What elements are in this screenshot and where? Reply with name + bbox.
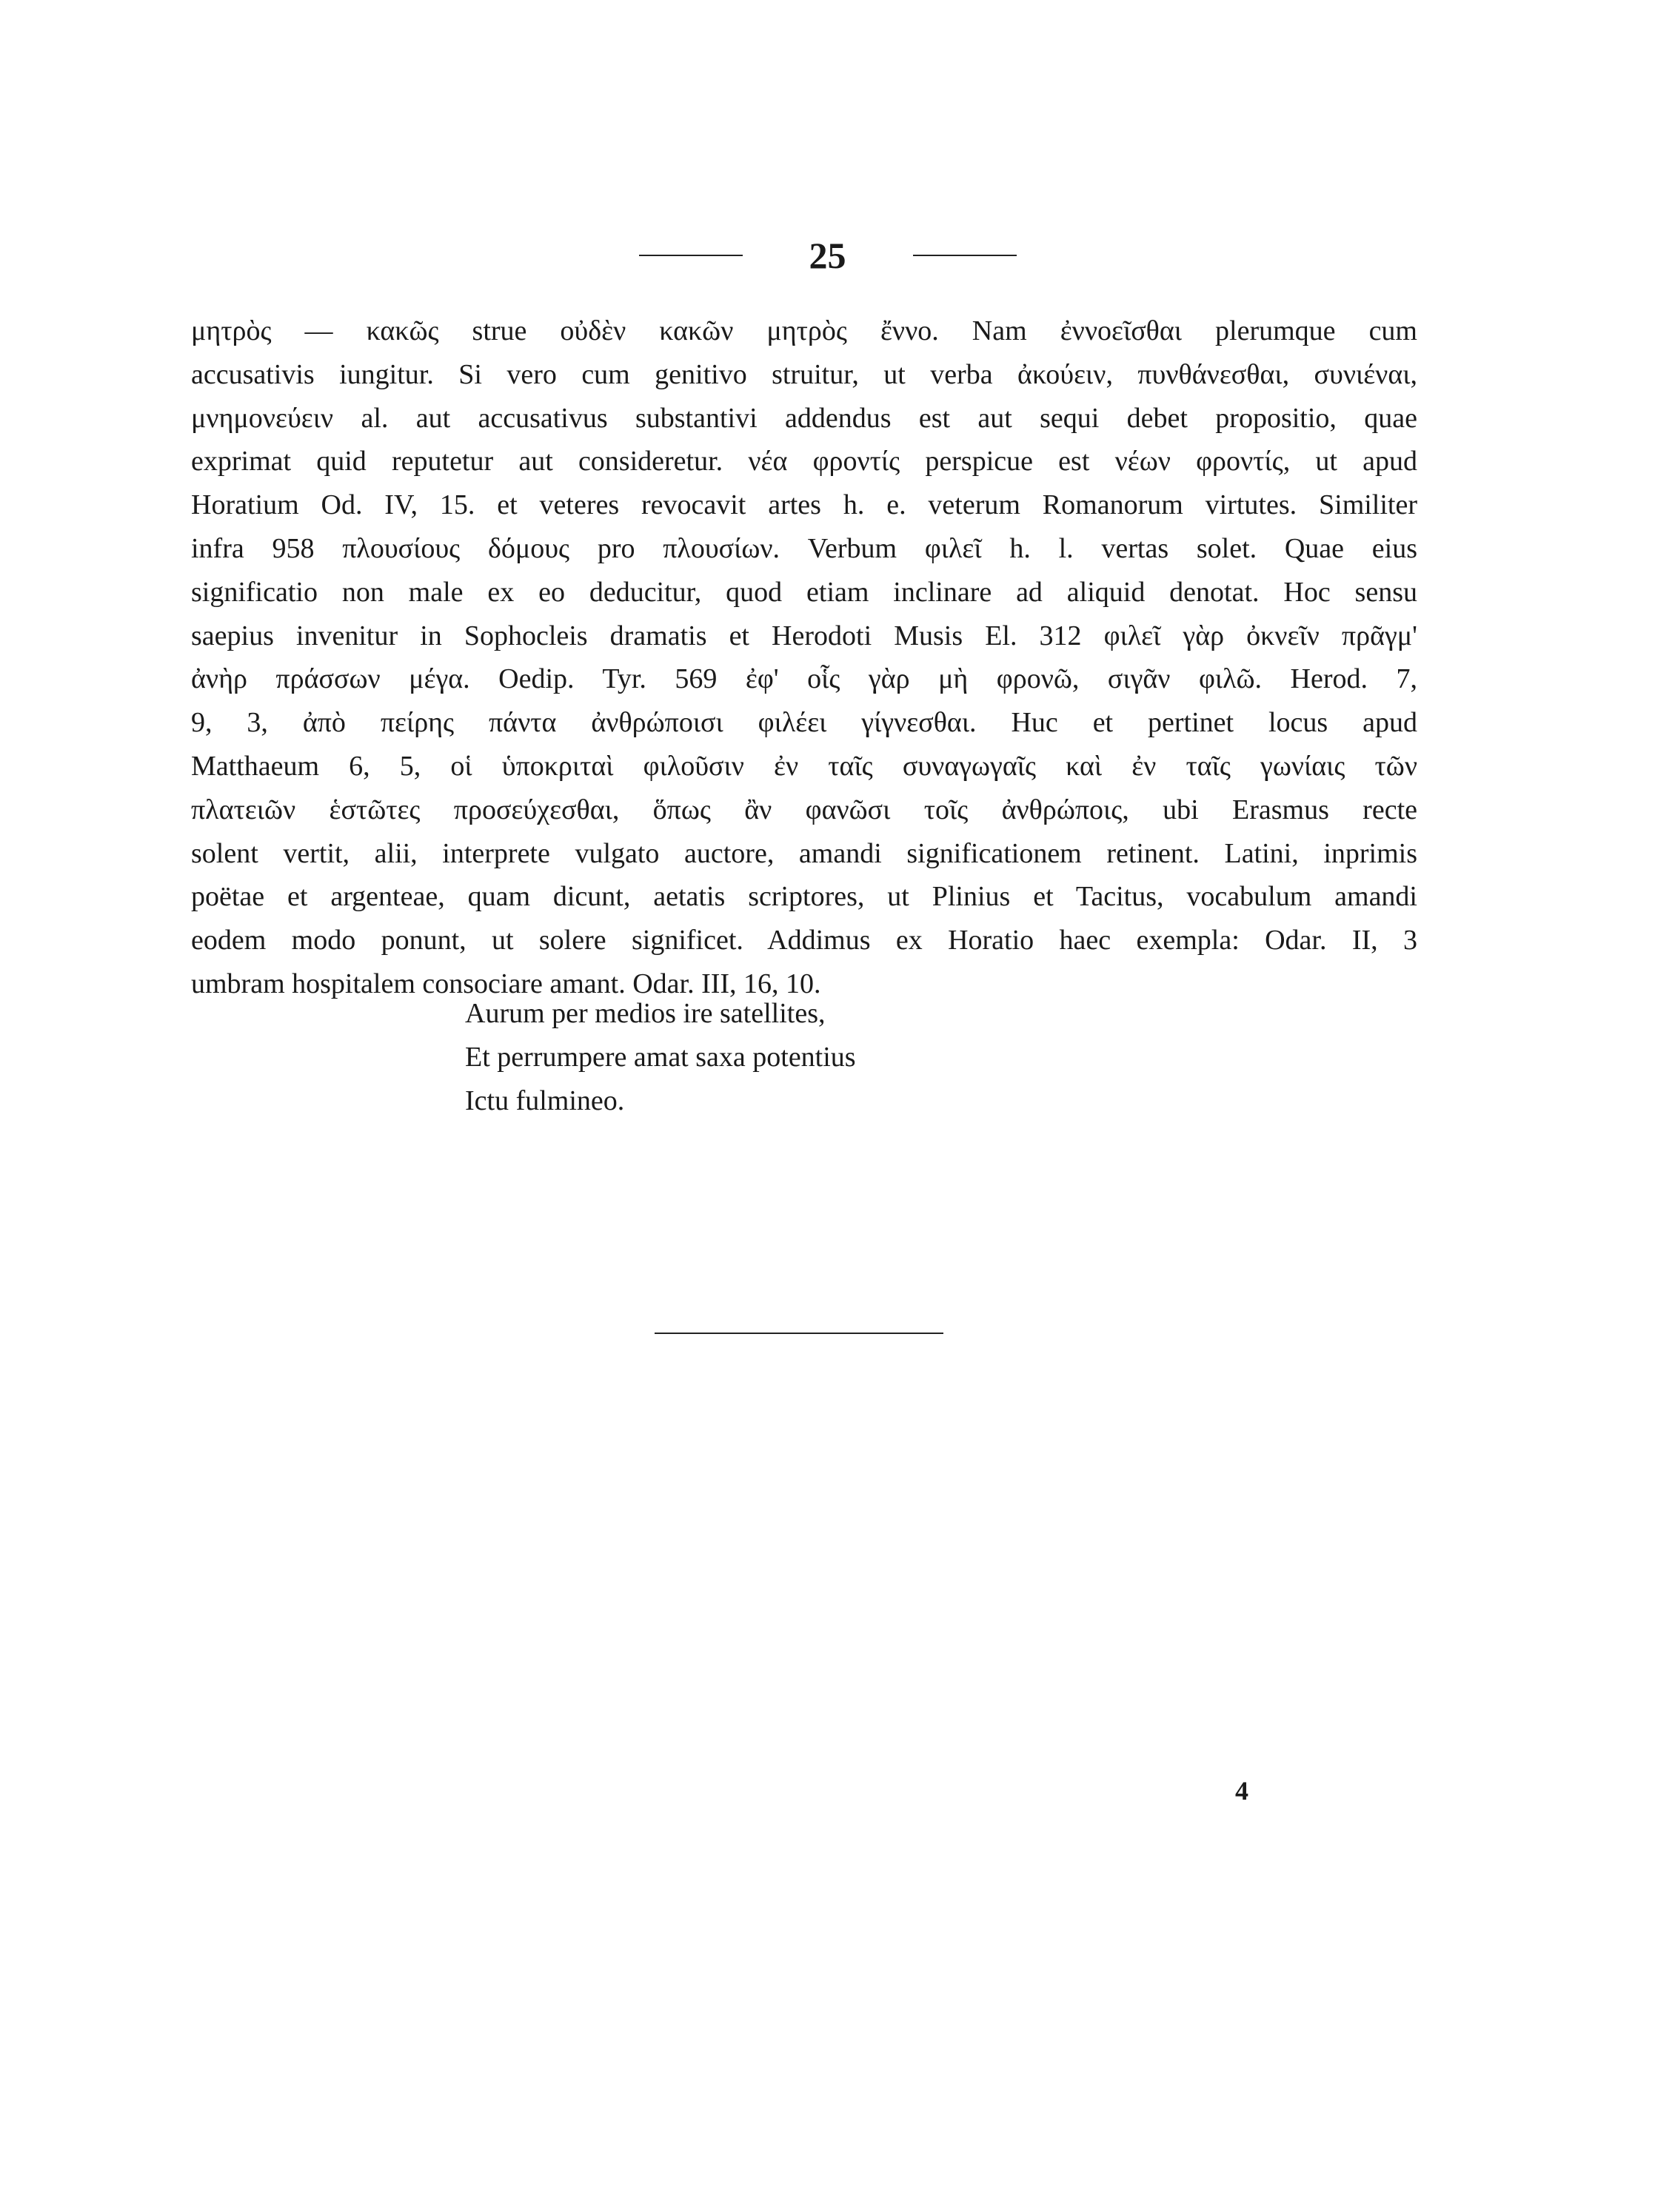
text-line: eodem modo ponunt, ut solere significet. Addimus ex Horatio haec exempla: Odar. II, 3	[191, 925, 1417, 956]
verse-line: Aurum per medios ire satellites,	[465, 998, 826, 1029]
verse-line: Et perrumpere amat saxa potentius	[465, 1041, 856, 1073]
text-line: poëtae et argenteae, quam dicunt, aetatis scriptores, ut Plinius et Tacitus, vocabulum amandi	[191, 881, 1417, 913]
page-header	[0, 237, 1655, 274]
text-line: exprimat quid reputetur aut consideretur. νέα φροντίς perspicue est νέων φροντίς, ut apud	[191, 446, 1417, 477]
text-line: 9, 3, ἀπὸ πείρης πάντα ἀνθρώποισι φιλέει γίγνεσθαι. Huc et pertinet locus apud	[191, 707, 1417, 739]
text-line: saepius invenitur in Sophocleis dramatis et Herodoti Musis El. 312 φιλεῖ γὰρ ὀκνεῖν πρᾶγμ'	[191, 620, 1417, 651]
text-line: solent vertit, alii, interprete vulgato auctore, amandi significationem retinent. Latini, inprimis	[191, 837, 1417, 869]
body-paragraph	[191, 309, 1417, 1006]
text-line: Matthaeum 6, 5, οἱ ὑποκριταὶ φιλοῦσιν ἐν ταῖς συναγωγαῖς καὶ ἐν ταῖς γωνίαις τῶν	[191, 750, 1417, 782]
text-line: ἀνὴρ πράσσων μέγα. Oedip. Tyr. 569 ἐφ' οἷς γὰρ μὴ φρονῶ, σιγᾶν φιλῶ. Herod. 7,	[191, 663, 1417, 695]
text-line: significatio non male ex eo deducitur, quod etiam inclinare ad aliquid denotat. Hoc sensu	[191, 576, 1417, 608]
text-line: Horatium Od. IV, 15. et veteres revocavit artes h. e. veterum Romanorum virtutes. Similiter	[191, 489, 1417, 521]
text-line: accusativis iungitur. Si vero cum genitivo struitur, ut verba ἀκούειν, πυνθάνεσθαι, συνιέναι,	[191, 358, 1417, 390]
header-rule-right	[913, 255, 1017, 256]
verse-line: Ictu fulmineo.	[465, 1085, 625, 1116]
text-line: μνημονεύειν al. aut accusativus substantivi addendus est aut sequi debet propositio, quae	[191, 402, 1417, 434]
text-line: umbram hospitalem consociare amant. Odar. III, 16, 10.	[191, 968, 821, 999]
text-line: infra 958 πλουσίους δόμους pro πλουσίων. Verbum φιλεῖ h. l. vertas solet. Quae eius	[191, 532, 1417, 564]
header-rule-left	[639, 255, 743, 256]
section-divider	[655, 1333, 943, 1334]
signature-mark: 4	[1235, 1776, 1248, 1806]
text-line: μητρὸς — κακῶς strue οὐδὲν κακῶν μητρὸς ἔννο. Nam ἐννοεῖσθαι plerumque cum	[191, 315, 1417, 346]
page-number: 25	[809, 235, 846, 276]
text-line: πλατειῶν ἑστῶτες προσεύχεσθαι, ὅπως ἂν φανῶσι τοῖς ἀνθρώποις, ubi Erasmus recte	[191, 794, 1417, 825]
verse-quotation	[465, 992, 856, 1122]
